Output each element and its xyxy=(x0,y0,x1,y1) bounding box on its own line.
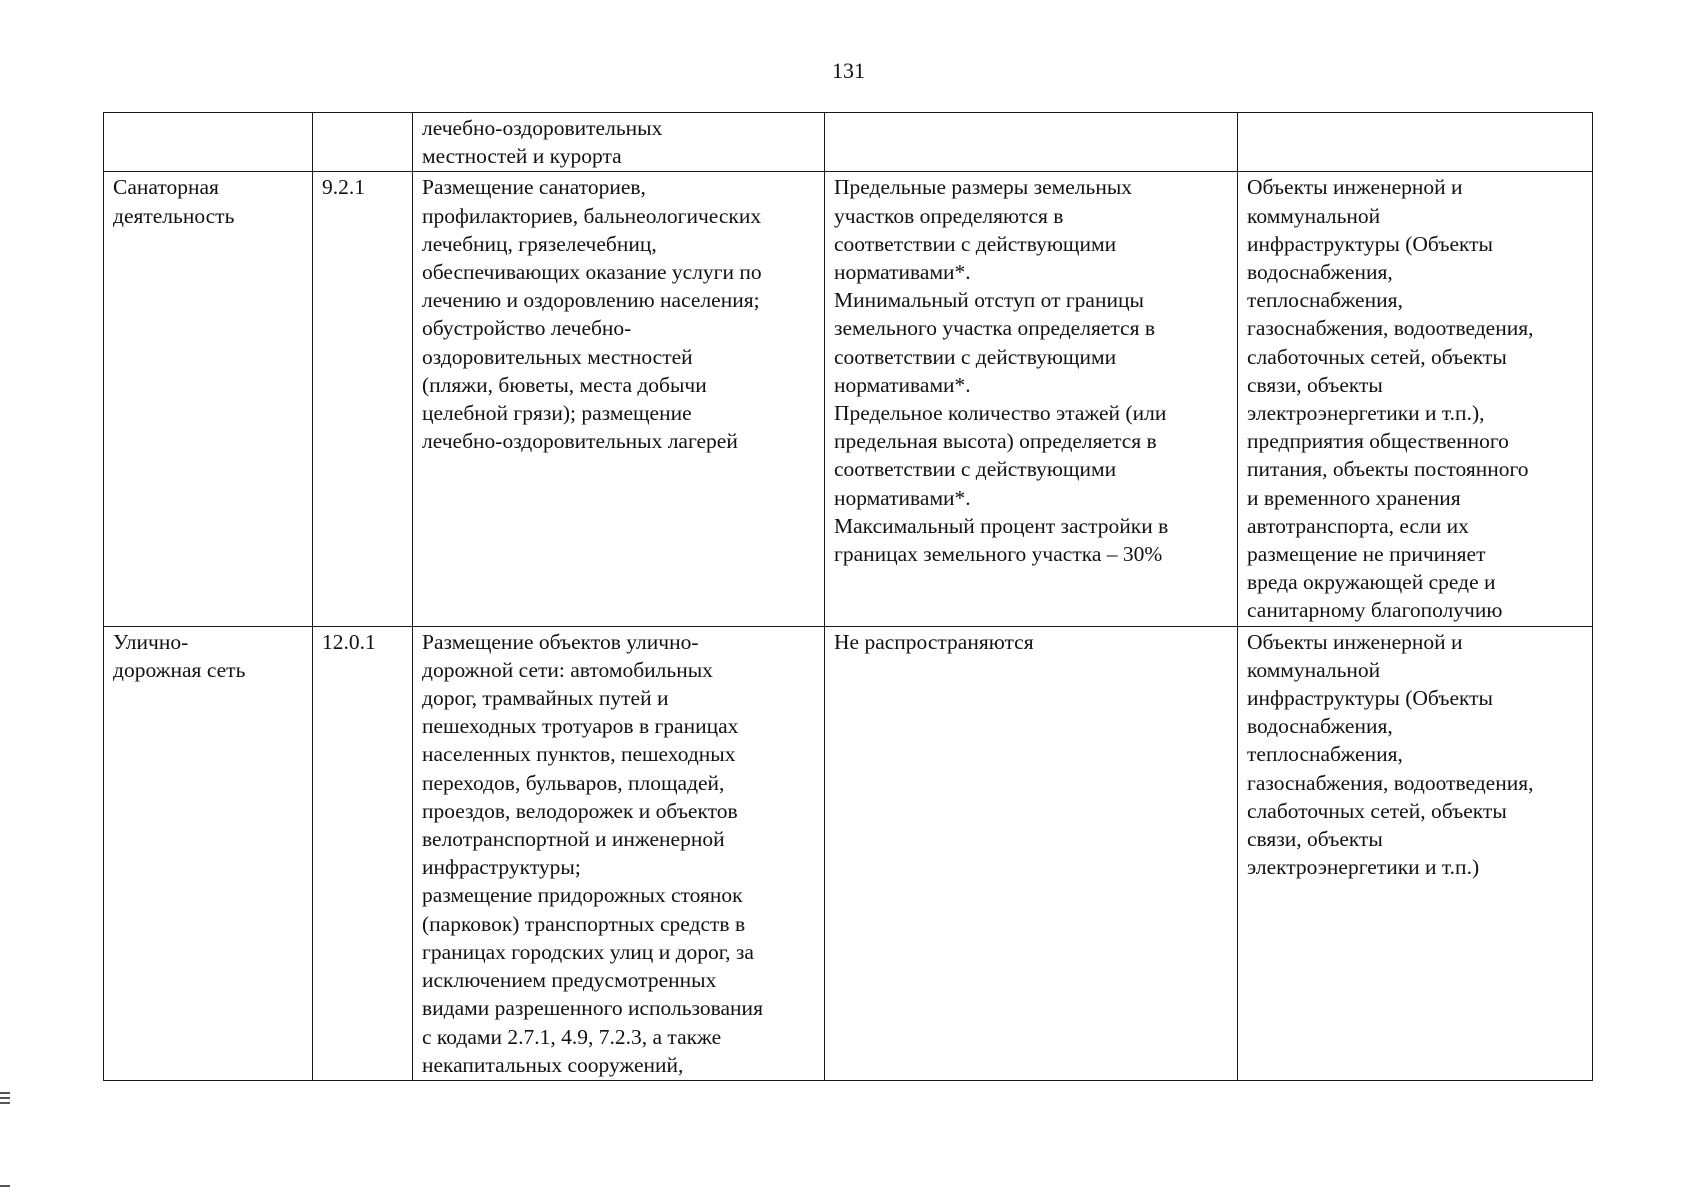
parameters-cell xyxy=(825,113,1238,172)
land-use-table xyxy=(103,112,1593,1081)
auxiliary-uses-cell xyxy=(1238,113,1593,172)
use-type-code-cell xyxy=(313,113,413,172)
parameters-cell: Предельные размеры земельных участков определяются в соответствии с действующими нормативами*. Минимальный отступ от границы земельного участка определяется в соответствии с действующими нормативами*. Предельное количество этажей (или предельная высота) определяется в соответствии с действующими нормативами*. Максимальный процент застройки в границах земельного участка – 30% xyxy=(825,172,1238,626)
parameters-cell: Не распространяются xyxy=(825,626,1238,1080)
scan-artifact-mark xyxy=(0,1185,10,1187)
use-type-code-cell: 12.0.1 xyxy=(313,626,413,1080)
scan-artifact-mark xyxy=(0,1097,10,1099)
use-type-name-cell: Улично- дорожная сеть xyxy=(104,626,313,1080)
use-type-name-cell: Санаторная деятельность xyxy=(104,172,313,626)
use-type-description-cell: Размещение объектов улично- дорожной сети: автомобильных дорог, трамвайных путей и пешеходных тротуаров в границах населенных пунктов, пешеходных переходов, бульваров, площадей, проездов, велодорожек и объектов велотранспортной и инженерной инфраструктуры; размещение придорожных стоянок (парковок) транспортных средств в границах городских улиц и дорог, за исключением предусмотренных видами разрешенного использования с кодами 2.7.1, 4.9, 7.2.3, а также некапитальных сооружений, xyxy=(413,626,825,1080)
scan-artifact-mark xyxy=(0,1102,10,1104)
page-number: 131 xyxy=(832,58,865,83)
use-type-description-cell: Размещение санаториев, профилакториев, бальнеологических лечебниц, грязелечебниц, обеспечивающих оказание услуги по лечению и оздоровлению населения; обустройство лечебно- оздоровительных местностей (пляжи, бюветы, места добычи целебной грязи); размещение лечебно-оздоровительных лагерей xyxy=(413,172,825,626)
use-type-description-cell: лечебно-оздоровительных местностей и курорта xyxy=(413,113,825,172)
use-type-code-cell: 9.2.1 xyxy=(313,172,413,626)
use-type-name-cell xyxy=(104,113,313,172)
table-row xyxy=(104,172,1593,626)
table-row xyxy=(104,626,1593,1080)
table-row xyxy=(104,113,1593,172)
auxiliary-uses-cell: Объекты инженерной и коммунальной инфраструктуры (Объекты водоснабжения, теплоснабжения, газоснабжения, водоотведения, слаботочных сетей, объекты связи, объекты электроэнергетики и т.п.) xyxy=(1238,626,1593,1080)
auxiliary-uses-cell: Объекты инженерной и коммунальной инфраструктуры (Объекты водоснабжения, теплоснабжения, газоснабжения, водоотведения, слаботочных сетей, объекты связи, объекты электроэнергетики и т.п.), предприятия общественного питания, объекты постоянного и временного хранения автотранспорта, если их размещение не причиняет вреда окружающей среде и санитарному благополучию xyxy=(1238,172,1593,626)
scan-artifact-mark xyxy=(0,1092,10,1094)
